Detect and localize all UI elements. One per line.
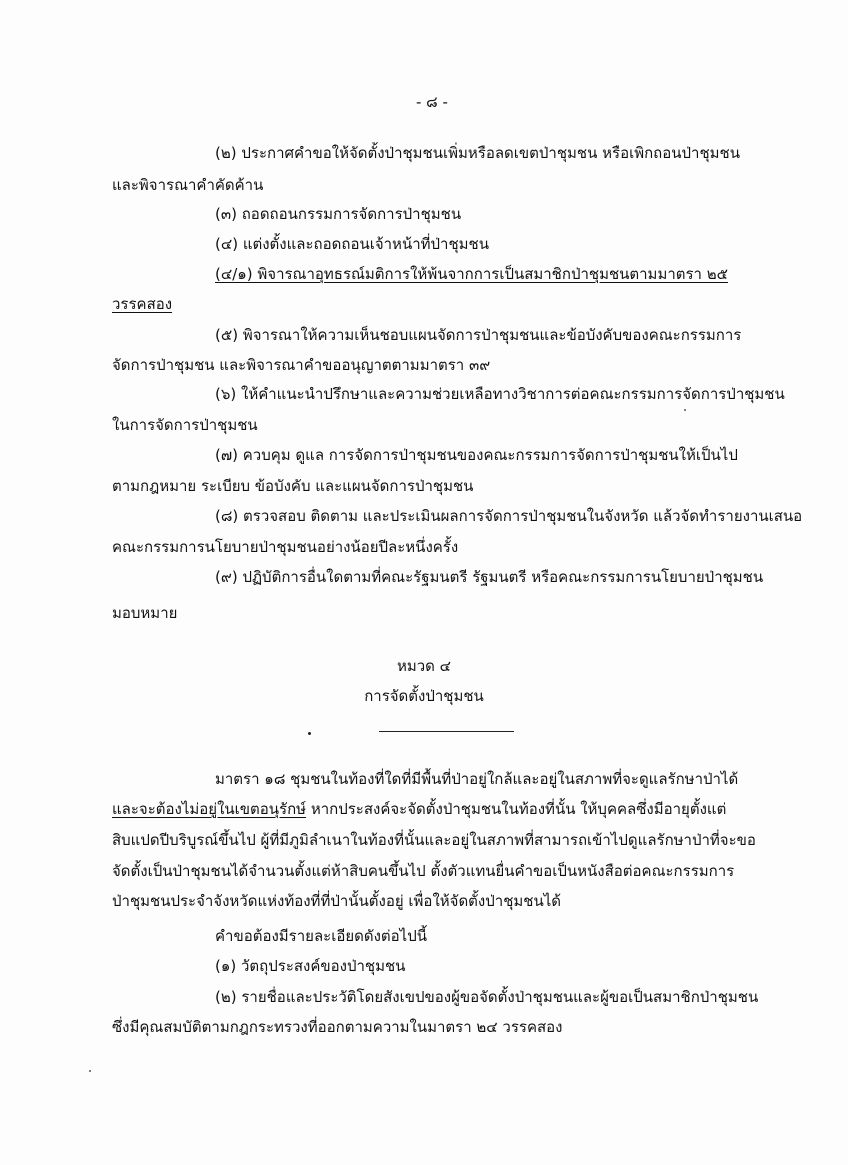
stray-dot xyxy=(308,732,311,735)
item-3: (๓) ถอดถอนกรรมการจัดการป่าชุมชน xyxy=(215,205,462,223)
item-4-1-line-2: วรรคสอง xyxy=(112,295,173,313)
page-number: - ๘ - xyxy=(416,93,448,111)
item-5-line-2: จัดการป่าชุมชน และพิจารณาคำขออนุญาตตามมาตรา ๓๙ xyxy=(112,356,491,374)
item-2-line-2: และพิจารณาคำคัดค้าน xyxy=(112,176,264,194)
item-4-1-line-1: (๔/๑) พิจารณาอุทธรณ์มติการให้พ้นจากการเป็นสมาชิกป่าชุมชนตามมาตรา ๒๕ xyxy=(215,265,728,283)
section-18-line-2 xyxy=(112,799,726,819)
section-18-line-5: ป่าชุมชนประจำจังหวัดแห่งท้องที่ที่ป่านั้นตั้งอยู่ เพื่อให้จัดตั้งป่าชุมชนได้ xyxy=(112,892,561,910)
chapter-number: หมวด ๔ xyxy=(396,657,452,675)
item-8-line-2: คณะกรรมการนโยบายป่าชุมชนอย่างน้อยปีละหนึ่งครั้ง xyxy=(112,538,459,556)
chapter-title: การจัดตั้งป่าชุมชน xyxy=(364,687,484,705)
section-18-line-4: จัดตั้งเป็นป่าชุมชนได้จำนวนตั้งแต่ห้าสิบคนขึ้นไป ตั้งตัวแทนยื่นคำขอเป็นหนังสือต่อคณะกรรมการ xyxy=(112,862,735,880)
section-18-line-1: มาตรา ๑๘ ชุมชนในท้องที่ใดที่มีพื้นที่ป่าอยู่ใกล้และอยู่ในสภาพที่จะดูแลรักษาป่าได้ xyxy=(215,770,739,788)
scan-speck xyxy=(684,409,686,411)
item-7-line-1: (๗) ควบคุม ดูแล การจัดการป่าชุมชนของคณะกรรมการจัดการป่าชุมชนให้เป็นไป xyxy=(215,446,738,464)
item-6-line-1: (๖) ให้คำแนะนำปรึกษาและความช่วยเหลือทางวิชาการต่อคณะกรรมการจัดการป่าชุมชน xyxy=(215,385,785,403)
section-18-line-9: ซึ่งมีคุณสมบัติตามกฎกระทรวงที่ออกตามความในมาตรา ๒๔ วรรคสอง xyxy=(112,1018,563,1036)
section-18-line-6: คำขอต้องมีรายละเอียดดังต่อไปนี้ xyxy=(215,927,427,945)
section-18-line-7: (๑) วัตถุประสงค์ของป่าชุมชน xyxy=(215,957,406,975)
section-18-line-3: สิบแปดปีบริบูรณ์ขึ้นไป ผู้ที่มีภูมิลำเนาในท้องที่นั้นและอยู่ในสภาพที่สามารถเข้าไปดูแลรักษาป่าที่จะขอ xyxy=(112,831,756,849)
item-8-line-1: (๘) ตรวจสอบ ติดตาม และประเมินผลการจัดการป่าชุมชนในจังหวัด แล้วจัดทำรายงานเสนอ xyxy=(215,507,803,525)
item-9-line-2: มอบหมาย xyxy=(112,604,178,622)
section-18-line-2-rest: หากประสงค์จะจัดตั้งป่าชุมชนในท้องที่นั้น ให้บุคคลซึ่งมีอายุตั้งแต่ xyxy=(306,800,727,818)
scan-speck xyxy=(89,1070,91,1072)
conservation-zone-clause: และจะต้องไม่อยู่ในเขตอนุรักษ์ xyxy=(112,800,307,818)
item-7-line-2: ตามกฎหมาย ระเบียบ ข้อบังคับ และแผนจัดการป่าชุมชน xyxy=(112,477,474,495)
item-5-line-1: (๕) พิจารณาให้ความเห็นชอบแผนจัดการป่าชุมชนและข้อบังคับของคณะกรรมการ xyxy=(215,326,742,344)
item-2-line-1: (๒) ประกาศคำขอให้จัดตั้งป่าชุมชนเพิ่มหรือลดเขตป่าชุมชน หรือเพิกถอนป่าชุมชน xyxy=(215,144,740,162)
item-9-line-1: (๙) ปฏิบัติการอื่นใดตามที่คณะรัฐมนตรี รัฐมนตรี หรือคณะกรรมการนโยบายป่าชุมชน xyxy=(215,568,764,586)
chapter-divider xyxy=(379,731,514,732)
item-6-line-2: ในการจัดการป่าชุมชน xyxy=(112,416,258,434)
section-18-line-8: (๒) รายชื่อและประวัติโดยสังเขปของผู้ขอจัดตั้งป่าชุมชนและผู้ขอเป็นสมาชิกป่าชุมชน xyxy=(215,988,759,1006)
item-4: (๔) แต่งตั้งและถอดถอนเจ้าหน้าที่ป่าชุมชน xyxy=(215,235,489,253)
